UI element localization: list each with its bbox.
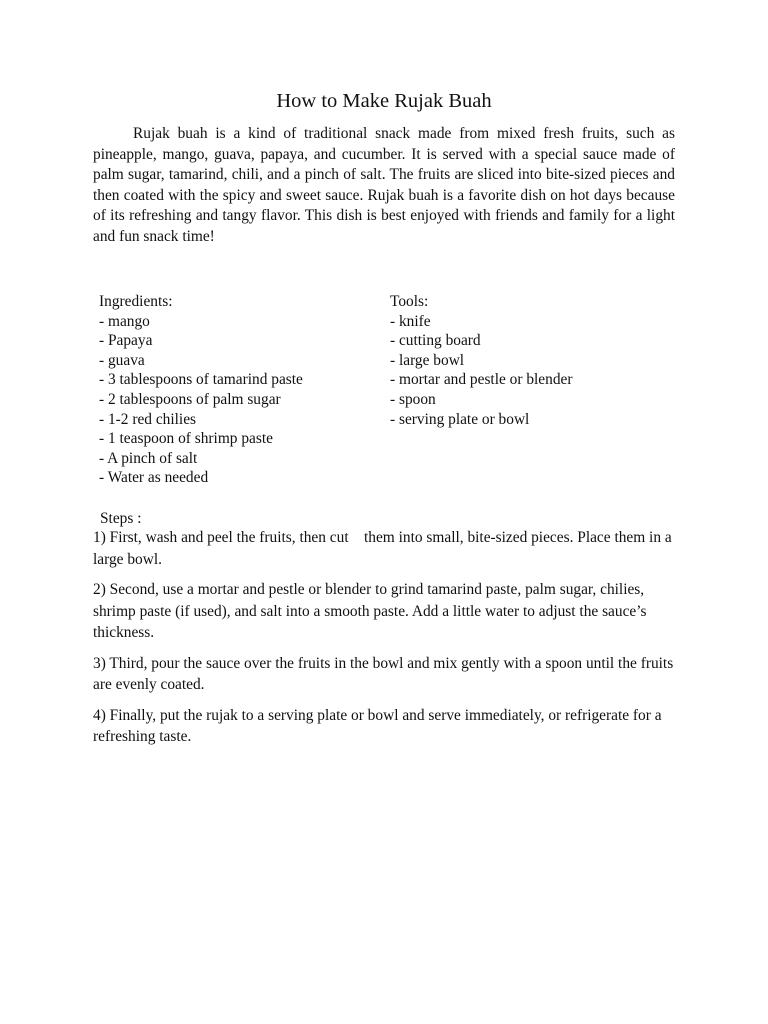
tool-item: - large bowl: [390, 351, 465, 369]
ingredient-item: - Papaya: [99, 332, 153, 350]
ingredient-item: - 2 tablespoons of palm sugar: [99, 390, 281, 408]
steps-list: [93, 527, 678, 757]
tool-item: - serving plate or bowl: [390, 410, 530, 428]
page-title: How to Make Rujak Buah: [276, 90, 492, 112]
step-item: 3) Third, pour the sauce over the fruits in the bowl and mix gently with a spoon until the fruits are evenly coated.: [93, 654, 678, 693]
ingredient-item: - guava: [99, 351, 145, 369]
ingredient-item: - Water as needed: [99, 469, 209, 487]
step-item: 1) First, wash and peel the fruits, then cut them into small, bite-sized pieces. Place them in a large bowl.: [93, 529, 676, 568]
tool-item: - mortar and pestle or blender: [390, 371, 573, 389]
tool-item: - knife: [390, 312, 431, 330]
ingredients-heading: Ingredients:: [99, 293, 173, 310]
ingredient-item: - 3 tablespoons of tamarind paste: [99, 371, 303, 389]
ingredient-item: - 1-2 red chilies: [99, 410, 197, 428]
tool-item: - cutting board: [390, 332, 481, 350]
ingredient-item: - mango: [99, 312, 150, 330]
step-item: 4) Finally, put the rujak to a serving plate or bowl and serve immediately, or refrigerate for a refreshing taste.: [93, 706, 666, 745]
ingredient-item: - A pinch of salt: [99, 449, 198, 467]
step-item: 2) Second, use a mortar and pestle or blender to grind tamarind paste, palm sugar, chilies, shrimp paste (if used), and salt into a smooth paste. Add a little water to adjust the sauce’s thickness.: [93, 581, 651, 641]
intro-paragraph: Rujak buah is a kind of traditional snack made from mixed fresh fruits, such as pineapple, mango, guava, papaya, and cucumber. It is served with a special sauce made of palm sugar, tamarind, chili, and a pinch of salt. The fruits are sliced into bite-sized pieces and then coated with the spicy and sweet sauce. Rujak buah is a favorite dish on hot days because of its refreshing and tangy flavor. This dish is best enjoyed with friends and family for a light and fun snack time!: [93, 125, 675, 245]
tools-heading: Tools:: [390, 293, 429, 310]
ingredient-item: - 1 teaspoon of shrimp paste: [99, 430, 273, 448]
steps-heading: Steps :: [100, 510, 142, 527]
ingredients-list: [99, 292, 379, 488]
tools-list: [390, 292, 690, 429]
tool-item: - spoon: [390, 390, 436, 408]
